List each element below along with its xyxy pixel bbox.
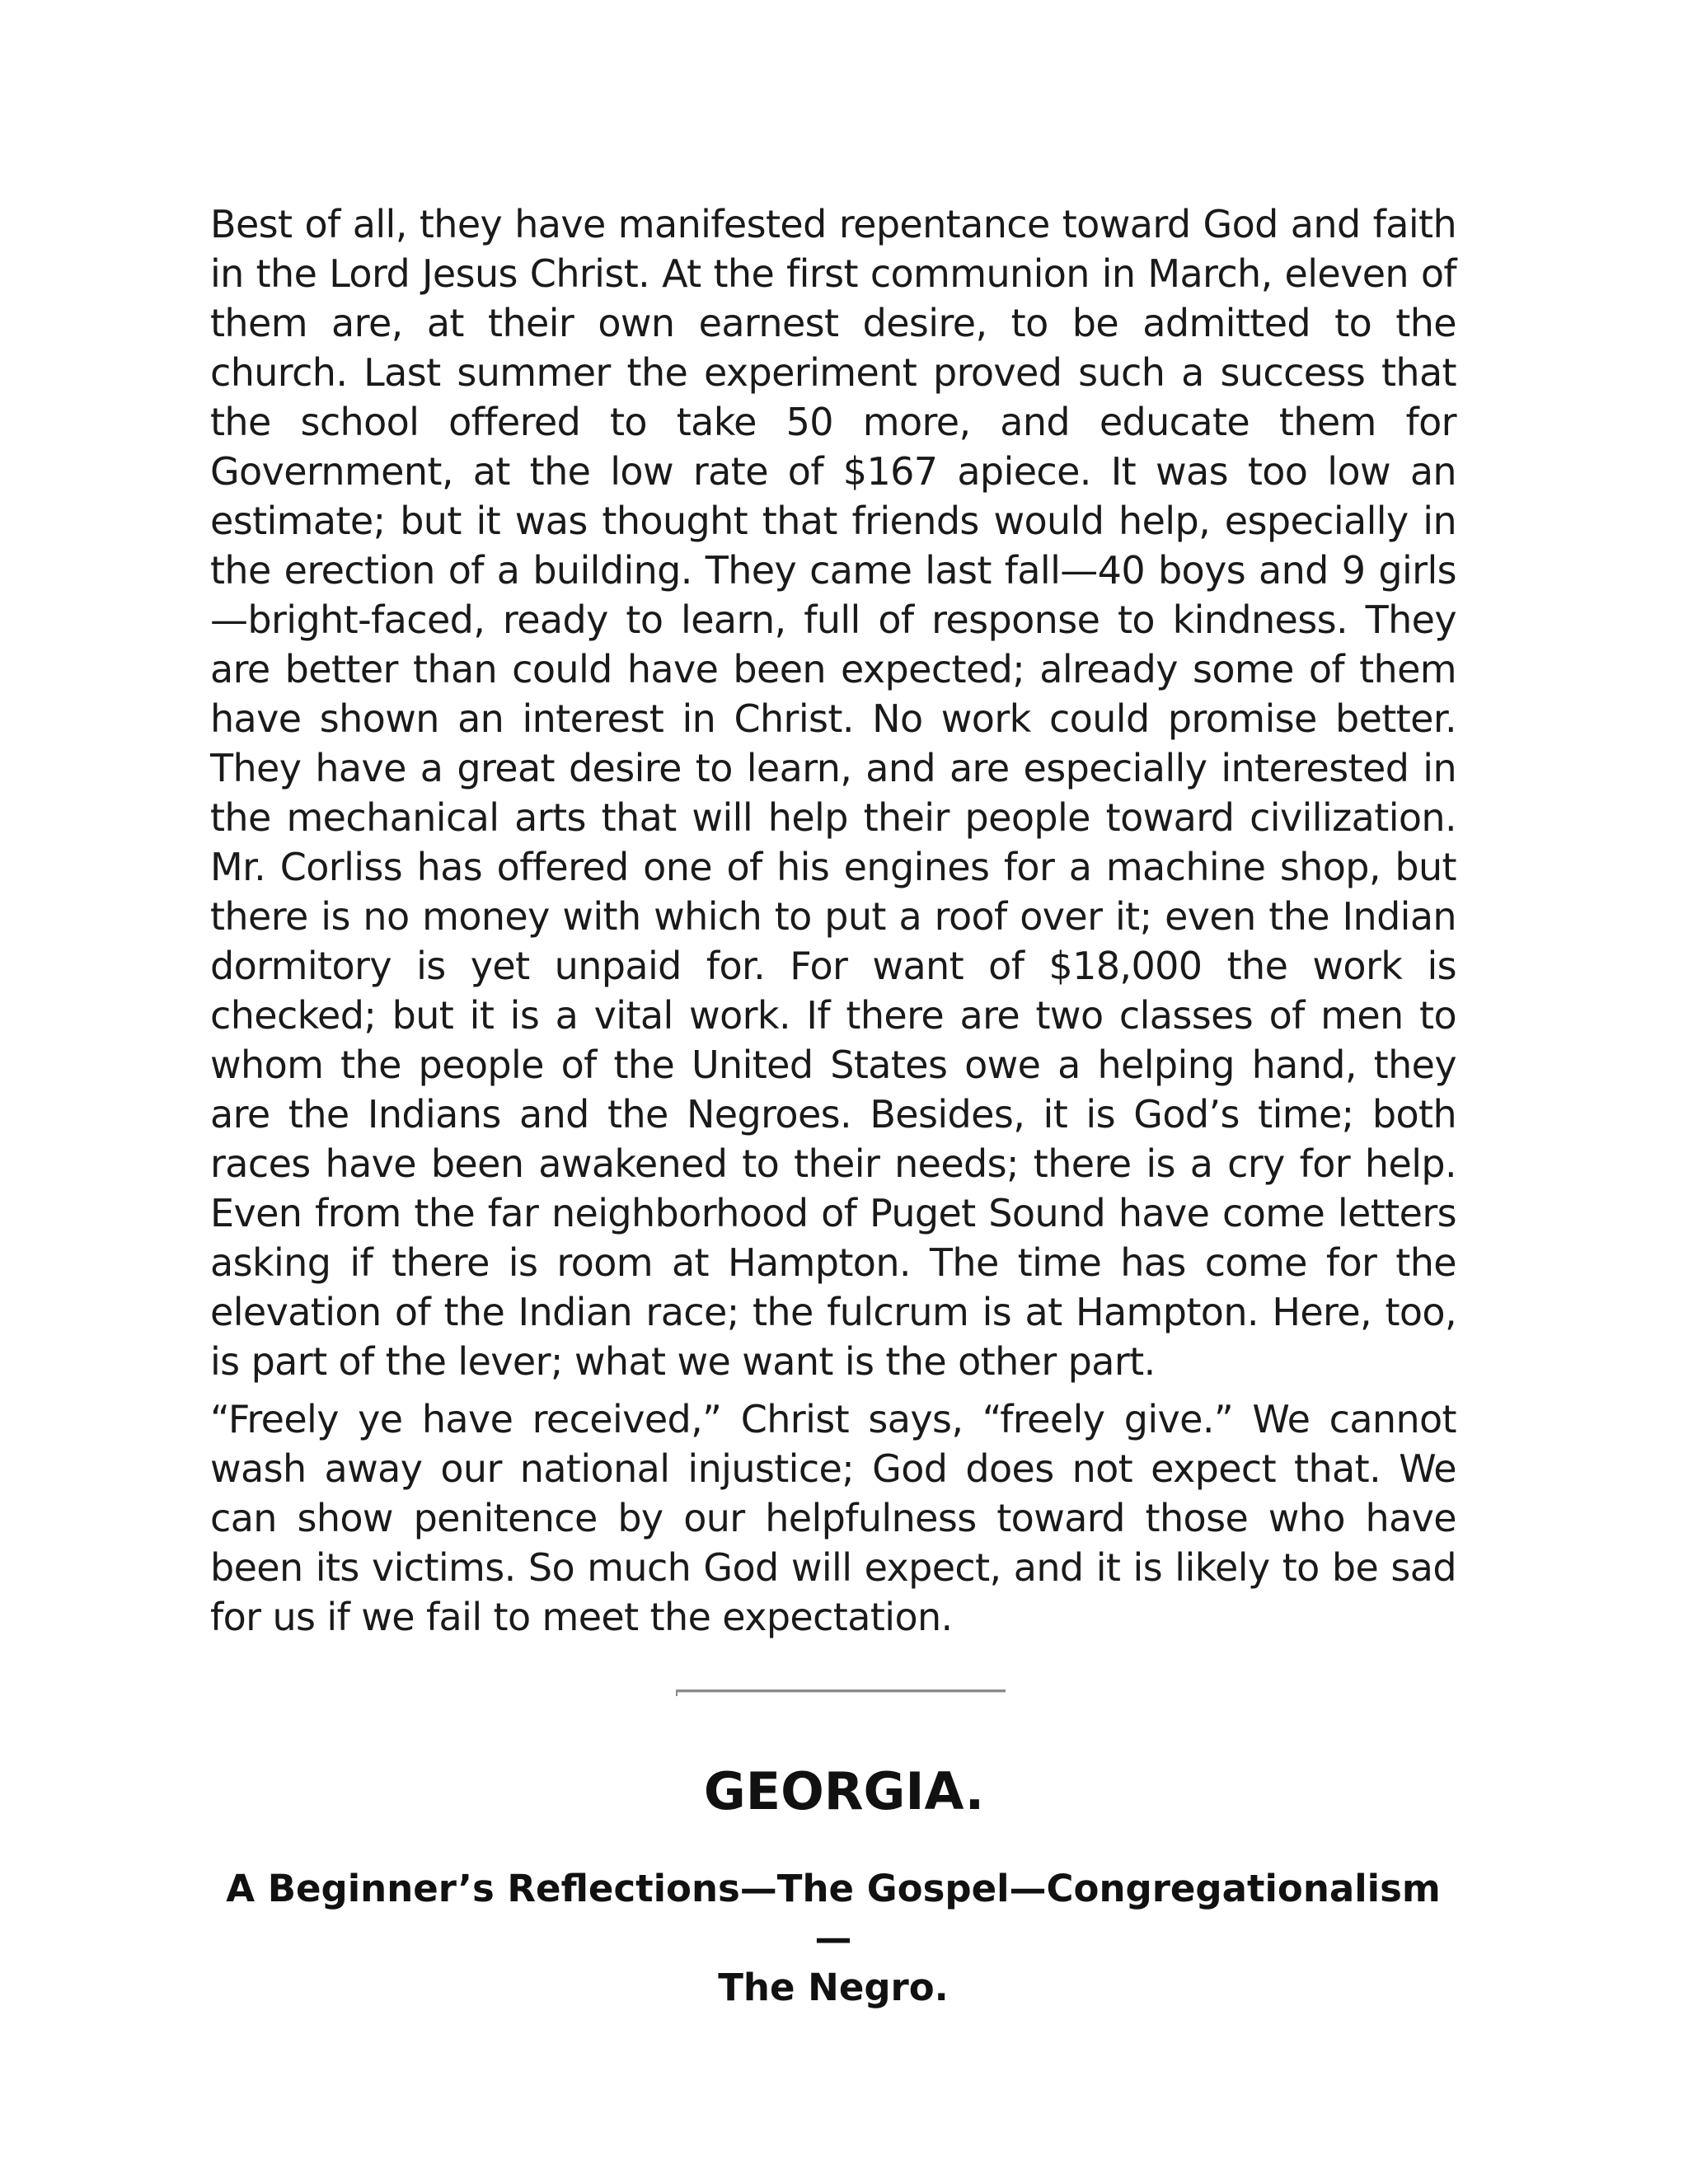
body-paragraph-1: Best of all, they have manifested repentance toward God and faith in the Lord Jesus Christ. At the first communion in March, eleven of them are, at their own earnest desire, to be admitted to the church. Last summer the experiment proved such a success that the school offered to take 50 more, and educate them for Government, at the low rate of $167 apiece. It was too low an estimate; but it was thought that friends would help, especially in the erection of a building. They came last fall—40 boys and 9 girls—bright-faced, ready to learn, full of response to kindness. They are better than could have been expected; already some of them have shown an interest in Christ. No work could promise better. They have a great desire to learn, and are especially interested in the mechanical arts that will help their people toward civilization. Mr. Corliss has offered one of his engines for a machine shop, but there is no money with which to put a roof over it; even the Indian dormitory is yet unpaid for. For want of $18,000 the work is checked; but it is a vital work. If there are two classes of men to whom the people of the United States owe a helping hand, they are the Indians and the Negroes. Besides, it is God’s time; both races have been awakened to their needs; there is a cry for help. Even from the far neighborhood of Puget Sound have come letters asking if there is room at Hampton. The time has come for the elevation of the Indian race; the fulcrum is at Hampton. Here, too, is part of the lever; what we want is the other part. xyxy=(210,202,1456,1384)
section-divider xyxy=(676,1690,1006,1693)
body-paragraph-2: “Freely ye have received,” Christ says, “freely give.” We cannot wash away our national injustice; God does not expect that. We can show penitence by our helpfulness toward those who have been its victims. So much God will expect, and it is likely to be sad for us if we fail to meet the expectation. xyxy=(210,1397,1456,1639)
section-divider-tick xyxy=(676,1690,678,1696)
section-subheading xyxy=(210,1864,1456,2013)
section-heading: GEORGIA. xyxy=(703,1761,985,1821)
section-subheading-line-1: A Beginner’s Reflections—The Gospel—Congregationalism— xyxy=(226,1867,1441,1960)
section-subheading-line-2: The Negro. xyxy=(718,1966,949,2009)
